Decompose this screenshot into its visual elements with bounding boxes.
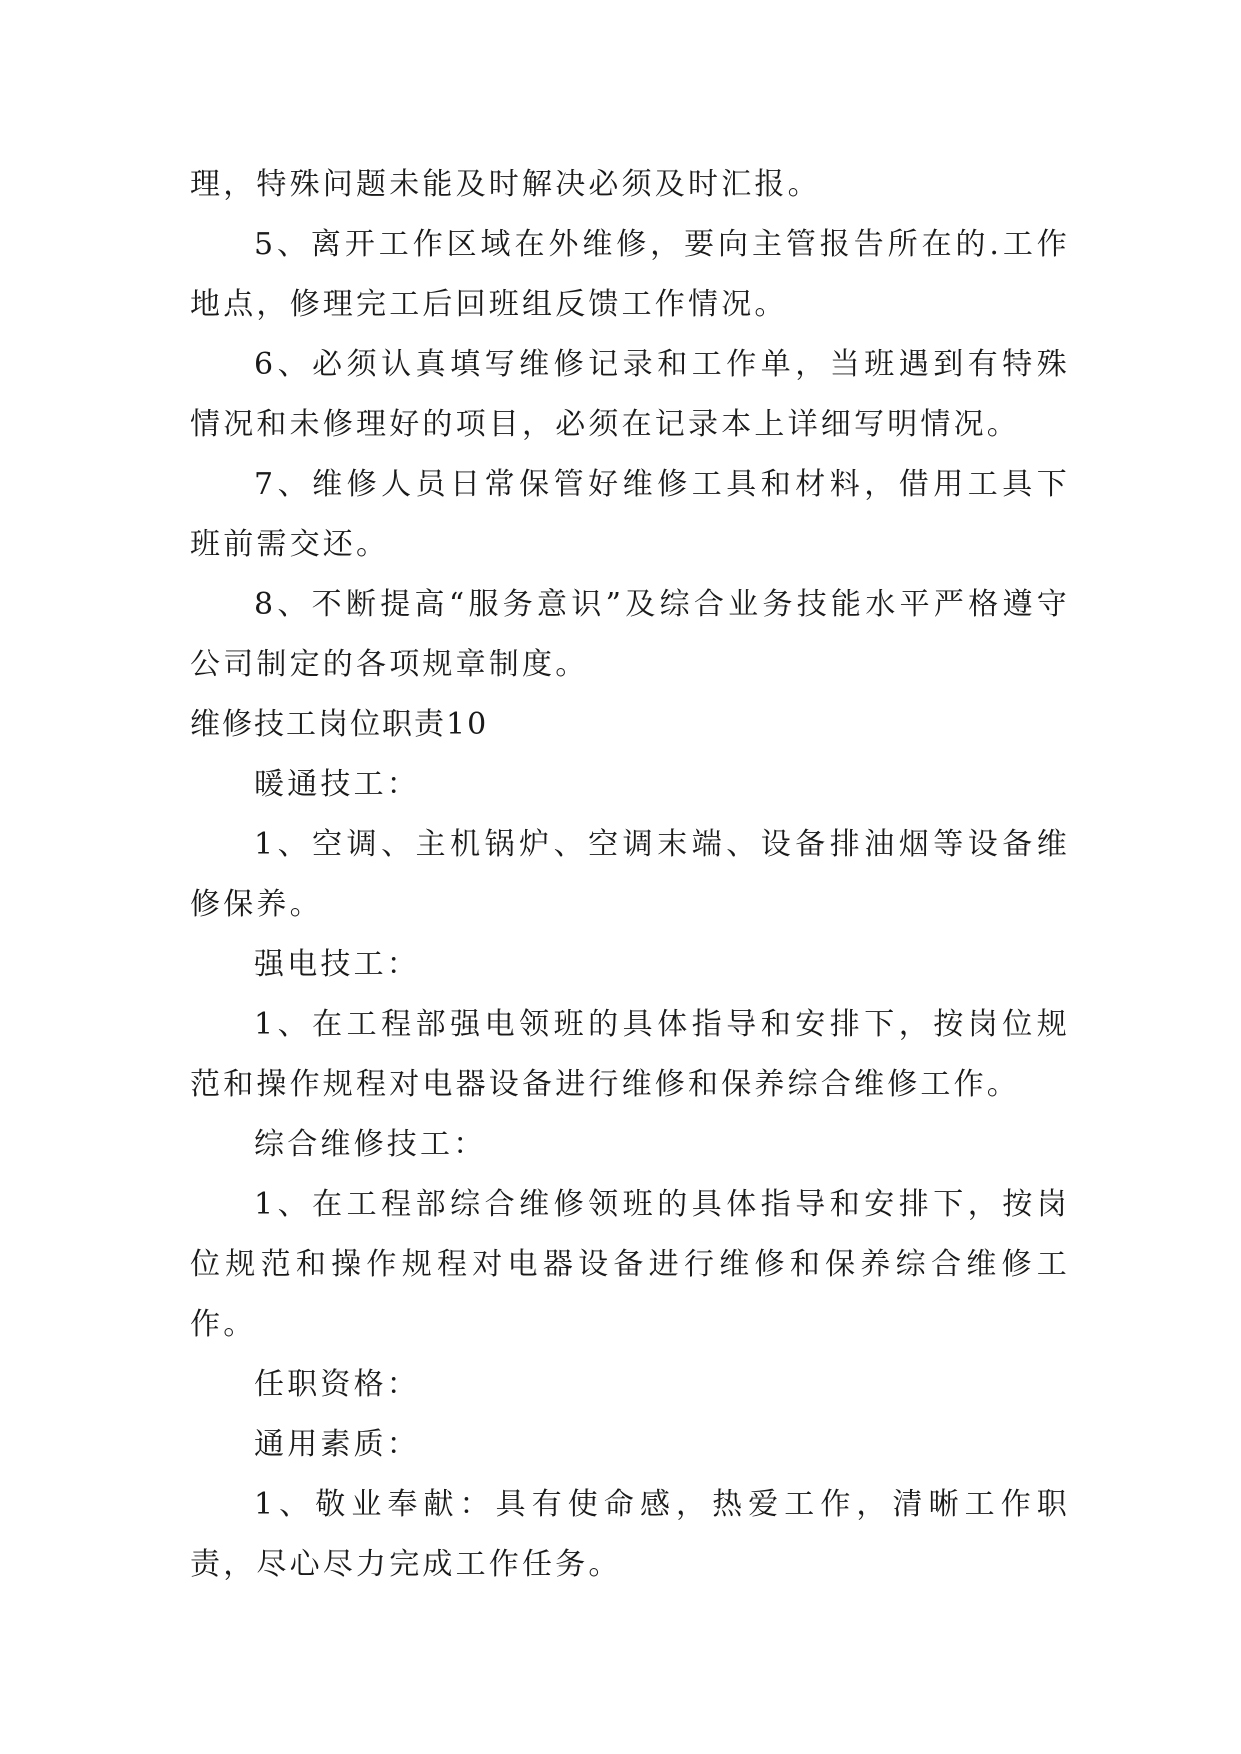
paragraph-electrical-duty: 1、在工程部强电领班的具体指导和安排下，按岗位规范和操作规程对电器设备进行维修和保养综合维修工作。 [190,1007,1070,1102]
subheading-general-maintenance-technician: 综合维修技工： [254,1127,487,1162]
document-body [190,155,1070,1595]
paragraph-item-5: 5、离开工作区域在外维修，要向主管报告所在的.工作地点，修理完工后回班组反馈工作情况。 [190,227,1070,322]
paragraph-hvac-duty: 1、空调、主机锅炉、空调末端、设备排油烟等设备维修保养。 [190,827,1070,922]
subheading-electrical-technician: 强电技工： [254,947,420,982]
paragraph-continuation: 理，特殊问题未能及时解决必须及时汇报。 [190,167,821,202]
paragraph-item-7: 7、维修人员日常保管好维修工具和材料，借用工具下班前需交还。 [190,467,1070,562]
subheading-general-qualities: 通用素质： [254,1427,420,1462]
paragraph-item-8: 8、不断提高“服务意识”及综合业务技能水平严格遵守公司制定的各项规章制度。 [190,587,1070,682]
subheading-hvac-technician: 暖通技工： [254,767,420,802]
section-heading: 维修技工岗位职责10 [190,707,489,742]
paragraph-dedication: 1、敬业奉献：具有使命感，热爱工作，清晰工作职责，尽心尽力完成工作任务。 [190,1487,1070,1582]
paragraph-general-maintenance-duty: 1、在工程部综合维修领班的具体指导和安排下，按岗位规范和操作规程对电器设备进行维修和保养综合维修工作。 [190,1187,1070,1342]
subheading-qualifications: 任职资格： [254,1367,420,1402]
paragraph-item-6: 6、必须认真填写维修记录和工作单，当班遇到有特殊情况和未修理好的项目，必须在记录本上详细写明情况。 [190,347,1070,442]
